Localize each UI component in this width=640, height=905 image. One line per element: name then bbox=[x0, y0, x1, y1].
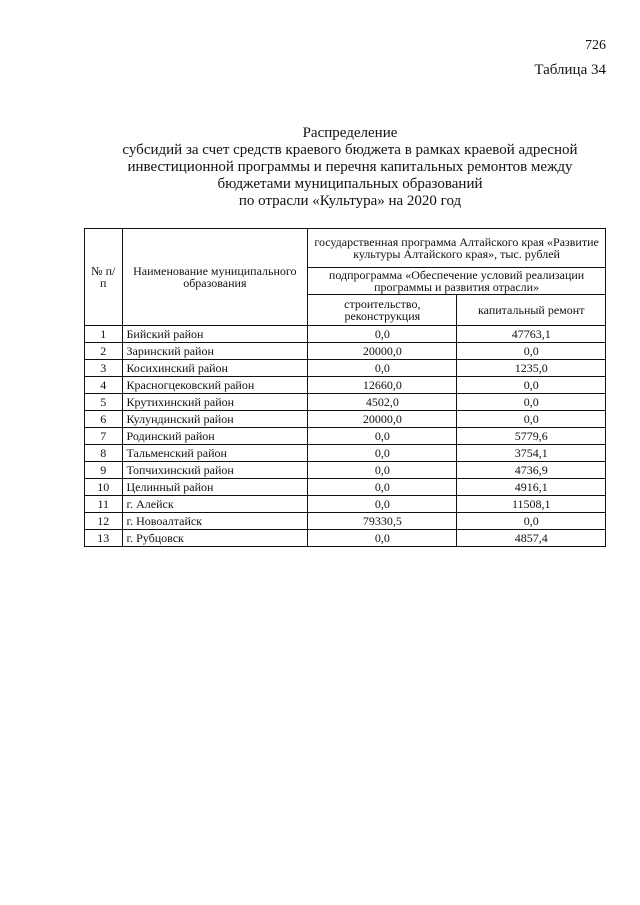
subsidies-table bbox=[84, 228, 606, 547]
row-construction-value: 0,0 bbox=[308, 462, 457, 479]
header-num: № п/п bbox=[85, 229, 123, 326]
row-construction-value: 12660,0 bbox=[308, 377, 457, 394]
header-program: государственная программа Алтайского края «Развитие культуры Алтайского края», тыс. рублей bbox=[308, 229, 606, 268]
row-construction-value: 0,0 bbox=[308, 360, 457, 377]
row-construction-value: 0,0 bbox=[308, 496, 457, 513]
row-municipality: Красногцековский район bbox=[122, 377, 308, 394]
row-number: 5 bbox=[85, 394, 123, 411]
row-number: 9 bbox=[85, 462, 123, 479]
row-number: 8 bbox=[85, 445, 123, 462]
row-repair-value: 4736,9 bbox=[457, 462, 606, 479]
row-municipality: Целинный район bbox=[122, 479, 308, 496]
header-construction: строительство, реконструкция bbox=[308, 295, 457, 326]
row-municipality: Топчихинский район bbox=[122, 462, 308, 479]
table-label: Таблица 34 bbox=[534, 62, 606, 78]
table-row bbox=[85, 530, 606, 547]
table-row bbox=[85, 445, 606, 462]
row-number: 7 bbox=[85, 428, 123, 445]
page-number: 726 bbox=[585, 38, 606, 53]
row-municipality: Заринский район bbox=[122, 343, 308, 360]
row-municipality: г. Рубцовск bbox=[122, 530, 308, 547]
row-repair-value: 11508,1 bbox=[457, 496, 606, 513]
row-number: 6 bbox=[85, 411, 123, 428]
row-repair-value: 47763,1 bbox=[457, 326, 606, 343]
document-heading bbox=[60, 125, 640, 210]
row-construction-value: 79330,5 bbox=[308, 513, 457, 530]
row-number: 11 bbox=[85, 496, 123, 513]
row-municipality: Родинский район bbox=[122, 428, 308, 445]
header-repair: капитальный ремонт bbox=[457, 295, 606, 326]
row-number: 13 bbox=[85, 530, 123, 547]
row-repair-value: 0,0 bbox=[457, 394, 606, 411]
table-row bbox=[85, 462, 606, 479]
header-name: Наименование муниципального образования bbox=[122, 229, 308, 326]
table-row bbox=[85, 479, 606, 496]
row-municipality: Крутихинский район bbox=[122, 394, 308, 411]
row-municipality: Кулундинский район bbox=[122, 411, 308, 428]
table-row bbox=[85, 394, 606, 411]
row-construction-value: 0,0 bbox=[308, 530, 457, 547]
row-municipality: Бийский район bbox=[122, 326, 308, 343]
row-municipality: г. Новоалтайск bbox=[122, 513, 308, 530]
table-row bbox=[85, 411, 606, 428]
row-municipality: г. Алейск bbox=[122, 496, 308, 513]
row-repair-value: 1235,0 bbox=[457, 360, 606, 377]
row-number: 10 bbox=[85, 479, 123, 496]
row-number: 2 bbox=[85, 343, 123, 360]
table-row bbox=[85, 428, 606, 445]
heading-line: по отрасли «Культура» на 2020 год bbox=[238, 193, 462, 209]
row-number: 1 bbox=[85, 326, 123, 343]
table-row bbox=[85, 360, 606, 377]
table-row bbox=[85, 326, 606, 343]
row-repair-value: 0,0 bbox=[457, 377, 606, 394]
table-row bbox=[85, 343, 606, 360]
heading-line: инвестиционной программы и перечня капитальных ремонтов между bbox=[127, 159, 573, 175]
row-repair-value: 5779,6 bbox=[457, 428, 606, 445]
table-row bbox=[85, 377, 606, 394]
row-construction-value: 20000,0 bbox=[308, 411, 457, 428]
row-repair-value: 0,0 bbox=[457, 411, 606, 428]
row-number: 12 bbox=[85, 513, 123, 530]
table-row bbox=[85, 513, 606, 530]
row-municipality: Косихинский район bbox=[122, 360, 308, 377]
row-repair-value: 3754,1 bbox=[457, 445, 606, 462]
row-construction-value: 20000,0 bbox=[308, 343, 457, 360]
row-construction-value: 0,0 bbox=[308, 326, 457, 343]
heading-line: субсидий за счет средств краевого бюджета в рамках краевой адресной bbox=[122, 142, 578, 158]
row-construction-value: 0,0 bbox=[308, 445, 457, 462]
row-number: 4 bbox=[85, 377, 123, 394]
row-repair-value: 4857,4 bbox=[457, 530, 606, 547]
table-row bbox=[85, 496, 606, 513]
row-construction-value: 0,0 bbox=[308, 479, 457, 496]
row-construction-value: 4502,0 bbox=[308, 394, 457, 411]
heading-line: Распределение bbox=[302, 125, 398, 141]
row-number: 3 bbox=[85, 360, 123, 377]
row-repair-value: 0,0 bbox=[457, 513, 606, 530]
row-repair-value: 0,0 bbox=[457, 343, 606, 360]
header-subprogram: подпрограмма «Обеспечение условий реализации программы и развития отрасли» bbox=[308, 268, 606, 295]
row-municipality: Тальменский район bbox=[122, 445, 308, 462]
heading-line: бюджетами муниципальных образований bbox=[217, 176, 483, 192]
header-row bbox=[85, 229, 606, 268]
row-repair-value: 4916,1 bbox=[457, 479, 606, 496]
row-construction-value: 0,0 bbox=[308, 428, 457, 445]
